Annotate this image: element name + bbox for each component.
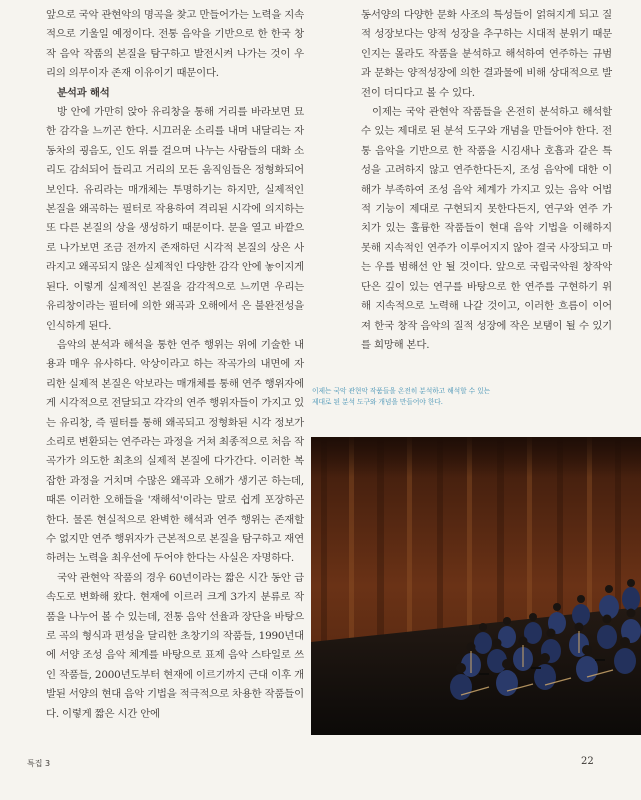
body-paragraph: 국악 관현악 작품의 경우 60년이라는 짧은 시간 동안 급속도로 변화해 왔다. 현재에 이르러 크게 3가지 분류로 작품을 나누어 볼 수 있는데, 전통 음악 선율과 장단을 바탕으로 곡의 형식과 편성을 달리한 초창기의 작품들, 1990년대에 서양 조성 음악 체계를 바탕으로 표제 음악 스타일로 쓰인 작품들, 2000년도부터 현재에 이르기까지 근대 이후 개발된 서양의 현대 음악 기법을 적극적으로 차용한 작품들이다. 이렇게 짧은 시간 안에: [46, 571, 304, 720]
page-number: 22: [581, 756, 594, 767]
article-right-column: [361, 6, 612, 355]
body-paragraph: 동서양의 다양한 문화 사조의 특성들이 얽혀지게 되고 질적 성장보다는 양적 성장을 추구하는 시대적 분위기 때문인지는 몰라도 작품을 분석하고 해석하여 연주하는 규범과 문화는 양적성장에 의한 결과물에 비해 상대적으로 발전이 더디다고 볼 수 있다.: [361, 9, 612, 99]
body-paragraph: 이제는 국악 관현악 작품들을 온전히 분석하고 해석할 수 있는 제대로 된 분석 도구와 개념을 만들어야 한다. 전통 음악을 기반으로 한 작품을 시김새나 호흡과 같은 특성을 고려하지 않고 연주한다든지, 조성 음악에 대한 이해가 부족하여 조성 음악 체계가 가지고 있는 음악 어법적 기능이 제대로 구현되지 못한다든지, 연구와 연주 가치가 있는 훌륭한 작품들이 현대 음악 기법을 이해하지 못해 지속적인 연주가 이루어지지 않아 결국 사장되고 마는 우를 범해선 안 될 것이다. 앞으로 국립국악원 창작악단은 깊이 있는 연구를 바탕으로 한 연주를 구현하기 위해 지속적으로 노력해 나갈 것이고, 이러한 흐름이 이어져 한국 창작 음악의 질적 성장에 작은 보탬이 될 수 있기를 희망해 본다.: [361, 106, 612, 351]
article-left-column: [46, 6, 304, 724]
section-heading: 분석과 해석: [57, 86, 110, 99]
caption-line: 이제는 국악 관현악 작품들을 온전히 분석하고 해석할 수 있는: [312, 387, 491, 395]
photo-caption: [312, 386, 542, 408]
orchestra-photo: [311, 437, 641, 735]
body-paragraph: 음악의 분석과 해석을 통한 연주 행위는 위에 기술한 내용과 매우 유사하다. 악상이라고 하는 작곡가의 내면에 자리한 실제적 본질은 악보라는 매개체를 통해 연주 행위자에게 시각적으로 전달되고 각각의 연주 행위자들이 가지고 있는 유리창, 즉 필터를 통해 왜곡되고 정형화된 시각 정보가 소리로 변환되는 연주라는 과정을 거쳐 최종적으로 처음 작곡가가 의도한 최초의 실제적 본질에 다가간다. 이러한 복잡한 과정을 거치며 수많은 왜곡과 오해가 생기곤 하는데, 때론 이러한 오해들을 '재해석'이라는 말로 쉽게 포장하곤 한다. 물론 현실적으로 완벽한 해석과 연주 행위는 존재할 수 없지만 연주 행위자가 근본적으로 본질을 탐구하고 재연하려는 노력을 최우선에 두어야 한다는 사실은 자명하다.: [46, 338, 304, 565]
ceiling-shade: [311, 437, 641, 477]
caption-line: 제대로 된 분석 도구와 개념을 만들어야 한다.: [312, 398, 443, 406]
section-label: 특집 3: [27, 759, 51, 768]
body-paragraph: 방 안에 가만히 앉아 유리창을 통해 거리를 바라보면 묘한 감각을 느끼곤 한다. 시끄러운 소리를 내며 내달리는 자동차의 굉음도, 인도 위를 걸으며 나누는 사람들의 대화 소리도 감쇠되어 들리고 거리의 모든 움직임들은 정형화되어 보인다. 유리라는 매개체는 투명하기는 하지만, 실제적인 본질을 왜곡하는 필터로 작용하여 격리된 시각에 의지하는 또 다른 본질의 상을 생성하기 때문이다. 문을 열고 바깥으로 나가보면 조금 전까지 존재하던 시각적 본질의 상은 사라지고 왜곡되지 않은 실제적인 다양한 감각 안에 놓이지게 된다. 이렇게 실제적인 본질을 감각적으로 느끼면 우리는 유리창이라는 필터에 의한 왜곡과 오해에서 은 불완전성을 인식하게 된다.: [46, 106, 304, 332]
intro-paragraph: 앞으로 국악 관현악의 명곡을 찾고 만들어가는 노력을 지속적으로 기울일 예정이다. 전통 음악을 기반으로 한 한국 창작 음악 작품의 본질을 탐구하고 발전시켜 나가는 것이 우리의 의무이자 존재 이유이기 때문이다.: [46, 9, 304, 80]
